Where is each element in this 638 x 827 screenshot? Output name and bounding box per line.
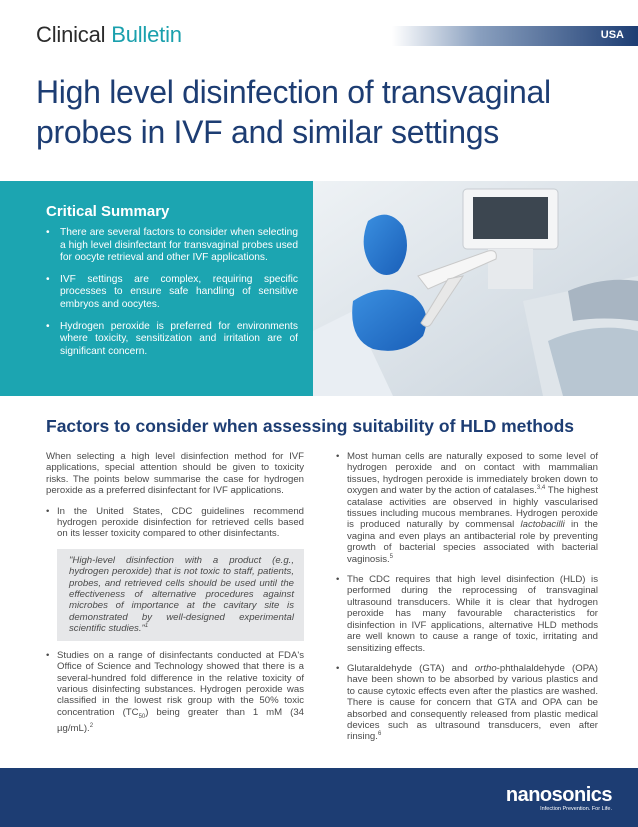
fda-text-b: ) being greater than 1 mM (34 µg/mL). xyxy=(57,706,305,735)
quote-ref: 1 xyxy=(144,623,149,630)
right-column xyxy=(336,451,598,752)
bullet-fda-studies xyxy=(46,650,304,735)
tc-subscript: 50 xyxy=(138,713,146,720)
cells-ref-1: 3,4 xyxy=(536,485,546,492)
gta-text-a: Glutaraldehyde (GTA) and xyxy=(347,662,475,674)
summary-heading: Critical Summary xyxy=(46,203,170,220)
bulletin-label xyxy=(36,22,182,48)
cells-text-a: Most human cells are naturally exposed to some level of hydrogen peroxide and on contact with mammalian tissues, hydrogen peroxide is immediately broken down to oxygen and water by the action of catalases. xyxy=(347,451,598,497)
summary-item: • Hydrogen peroxide is preferred for environments where toxicity, sensitization and irritation are of significant concern. xyxy=(44,321,298,359)
cells-text-b: The highest catalase activities are observed in highly vascularised tissues including mucous membranes. Hydrogen peroxide is produced naturally by commensal xyxy=(347,485,598,531)
gta-ref: 6 xyxy=(377,731,382,738)
cells-text-c: in the vagina and even plays an antibacterial role by preventing growth of bacterial species associated with bacterial vaginosis. xyxy=(347,519,598,565)
section-heading: Factors to consider when assessing suitability of HLD methods xyxy=(46,416,575,436)
cells-ref-2: 5 xyxy=(389,553,394,560)
region-label: USA xyxy=(600,29,624,41)
bullet-human-cells xyxy=(336,451,598,565)
ultrasound-scene-illustration xyxy=(313,181,638,396)
fda-text-a: Studies on a range of disinfectants conducted at FDA's Office of Science and Technology showed that there is a several-hundred fold difference in the relative toxicity of various disinfecting substances. Hydrogen peroxide was classified in the lowest risk group with the 50% toxic concentration (TC xyxy=(57,649,304,718)
cells-italic: lactobacilli xyxy=(520,519,565,531)
quote-text: "High-level disinfection with a product (e.g., hydrogen peroxide) that is not toxic to staff, patients, probes, and retrieved cells should be used until the effectiveness of alternative procedures against microbes of importance at the cavitary site is demonstrated by well-designed experimental scientific studies." xyxy=(69,554,294,635)
bullet-gta-opa xyxy=(336,663,598,743)
bullet-cdc-guidelines: • In the United States, CDC guidelines recommend hydrogen peroxide disinfection for retrieved cells based on its lesser toxicity compared to other disinfectants. xyxy=(46,506,304,540)
bulletin-word-bulletin: Bulletin xyxy=(111,22,182,47)
bullet-cdc-requirement: • The CDC requires that high level disinfection (HLD) is performed during the reprocessing of transvaginal ultrasound transducers. While it is clear that hydrogen peroxide has many favourable characteristics for disinfection in IVF applications, alternative HLD methods are well known to cause a range of toxic, irritating and sensitizing effects. xyxy=(336,574,598,654)
left-column xyxy=(46,451,304,743)
logo-tagline: Infection Prevention. For Life. xyxy=(540,806,612,812)
footer-bar xyxy=(0,768,638,827)
critical-summary-panel xyxy=(0,181,313,396)
logo-wordmark: nanosonics xyxy=(505,784,612,806)
nanosonics-logo xyxy=(506,784,612,812)
region-banner xyxy=(392,26,638,46)
summary-item: • There are several factors to consider when selecting a high level disinfectant for transvaginal probes used for oocyte retrieval and other IVF applications. xyxy=(44,227,298,265)
bulletin-word-clinical: Clinical xyxy=(36,22,106,47)
summary-item: • IVF settings are complex, requiring specific processes to ensure safe handling of sensitive embryos and oocytes. xyxy=(44,274,298,312)
gta-text-b: -phthalaldehyde (OPA) have been shown to be absorbed by various plastics and to cause cytoxic effects even after the plastics are washed. There is cause for concern that GTA and OPA can be absorbed and consequently released from plastic medical devices such as ultrasound transducers, even after rinsing. xyxy=(347,662,598,743)
fda-ref: 2 xyxy=(89,722,94,729)
intro-paragraph: When selecting a high level disinfection method for IVF applications, special attention should be given to toxicity risks. The points below summarise the case for hydrogen peroxide as a preferred disinfectant for IVF applications. xyxy=(46,451,304,497)
gta-italic: ortho xyxy=(474,662,497,674)
clinical-photo xyxy=(313,181,638,396)
page-title: High level disinfection of transvaginal probes in IVF and similar settings xyxy=(36,74,551,150)
summary-list xyxy=(44,227,298,367)
cdc-quote-box xyxy=(57,549,304,641)
